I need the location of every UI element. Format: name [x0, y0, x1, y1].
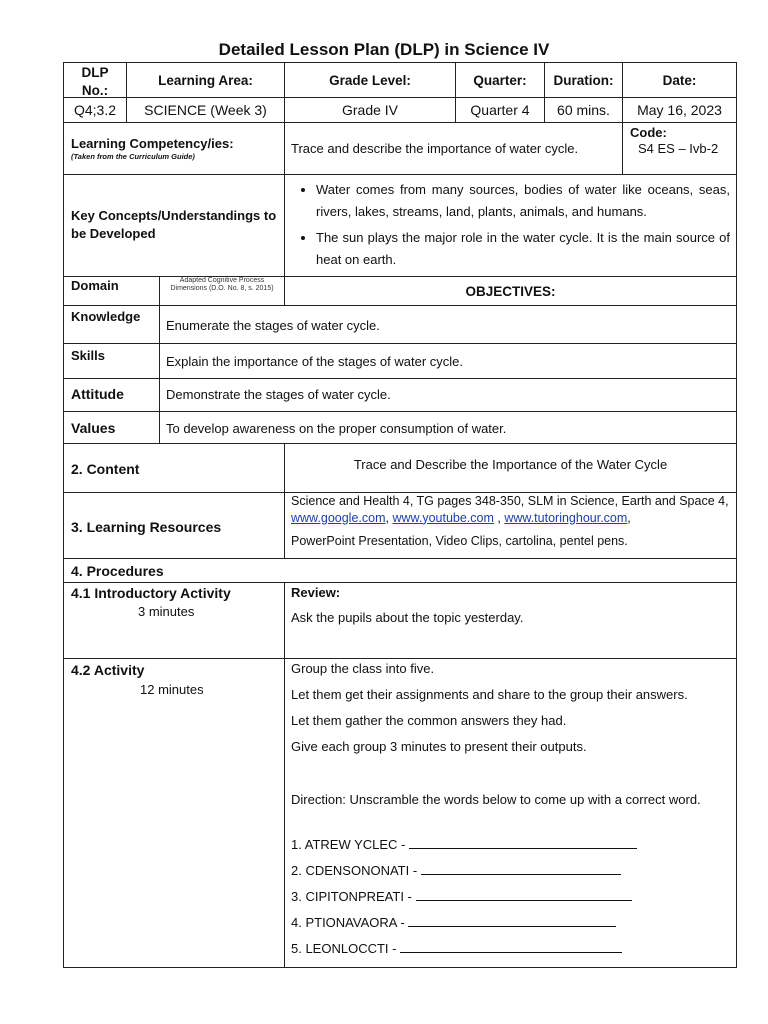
unscramble-word: 4. PTIONAVAORA -	[291, 915, 405, 930]
quarter-label: Quarter:	[473, 73, 527, 88]
review-text: Ask the pupils about the topic yesterday.	[291, 610, 524, 625]
resources-line-1: Science and Health 4, TG pages 348-350, SLM in Science, Earth and Space 4,	[291, 494, 729, 508]
unscramble-item	[291, 940, 731, 966]
unscramble-item	[291, 836, 731, 862]
competency-note: (Taken from the Curriculum Guide)	[71, 152, 195, 161]
duration-value: 60 mins.	[557, 102, 610, 118]
review-heading: Review:	[291, 585, 341, 600]
date-value: May 16, 2023	[637, 102, 722, 118]
unscramble-word: 3. CIPITONPREATI -	[291, 889, 412, 904]
activity-steps	[291, 660, 731, 764]
google-link[interactable]: www.google.com	[291, 510, 386, 525]
unscramble-item	[291, 914, 731, 940]
objectives-heading: OBJECTIVES:	[465, 284, 556, 299]
code-value: S4 ES – Ivb-2	[638, 141, 719, 156]
unscramble-list	[291, 836, 731, 966]
unscramble-item	[291, 862, 731, 888]
answer-blank[interactable]	[421, 864, 621, 875]
activity-step: Let them gather the common answers they had.	[291, 713, 567, 728]
values-label: Values	[71, 420, 116, 436]
unscramble-item	[291, 888, 731, 914]
values-text: To develop awareness on the proper consumption of water.	[166, 421, 507, 436]
attitude-text: Demonstrate the stages of water cycle.	[166, 387, 391, 402]
skills-text: Explain the importance of the stages of water cycle.	[166, 354, 463, 369]
competency-text: Trace and describe the importance of water cycle.	[291, 141, 579, 156]
page-title: Detailed Lesson Plan (DLP) in Science IV	[218, 40, 550, 59]
key-concept-item: • Water comes from many sources, bodies of water like oceans, seas, rivers, lakes, streams, land, plants, animals, and humans.	[316, 179, 730, 223]
competency-label: Learning Competency/ies:	[71, 136, 234, 151]
knowledge-label: Knowledge	[71, 309, 141, 324]
key-concepts-label: Key Concepts/Understandings to be Developed	[71, 208, 277, 241]
youtube-link[interactable]: www.youtube.com	[392, 510, 494, 525]
unscramble-word: 2. CDENSONONATI -	[291, 863, 418, 878]
date-label: Date:	[662, 73, 697, 88]
learning-area-value: SCIENCE (Week 3)	[144, 102, 267, 118]
domain-label: Domain	[71, 278, 119, 293]
key-concept-item: • The sun plays the major role in the water cycle. It is the main source of heat on earth.	[316, 227, 730, 271]
unscramble-word: 1. ATREW YCLEC -	[291, 837, 406, 852]
quarter-value: Quarter 4	[470, 102, 530, 118]
activity-step: Give each group 3 minutes to present their outputs.	[291, 739, 587, 754]
content-text: Trace and Describe the Importance of the Water Cycle	[353, 457, 668, 472]
learning-area-label: Learning Area:	[158, 73, 253, 88]
answer-blank[interactable]	[400, 942, 622, 953]
content-label: 2. Content	[71, 461, 140, 477]
answer-blank[interactable]	[408, 916, 616, 927]
intro-activity-time: 3 minutes	[138, 604, 195, 619]
duration-label: Duration:	[553, 73, 614, 88]
activity-time: 12 minutes	[140, 682, 204, 697]
cognitive-dimensions-note: Adapted Cognitive Process Dimensions (D.O. No. 8, s. 2015)	[170, 277, 274, 293]
knowledge-text: Enumerate the stages of water cycle.	[166, 318, 380, 333]
key-concepts-list	[290, 179, 730, 275]
resources-text	[291, 493, 731, 550]
resources-label: 3. Learning Resources	[71, 519, 222, 535]
dlp-no-label: DLP No.:	[81, 65, 109, 99]
activity-step: Group the class into five.	[291, 661, 435, 676]
tutoringhour-link[interactable]: www.tutoringhour.com	[504, 510, 628, 525]
procedures-label: 4. Procedures	[71, 563, 164, 579]
intro-activity-label: 4.1 Introductory Activity	[71, 585, 231, 601]
attitude-label: Attitude	[71, 386, 124, 402]
skills-label: Skills	[71, 348, 105, 363]
grade-level-label: Grade Level:	[329, 73, 411, 88]
answer-blank[interactable]	[416, 890, 632, 901]
answer-blank[interactable]	[409, 838, 637, 849]
resources-links: www.google.com, www.youtube.com , www.tutoringhour.com,	[291, 510, 631, 525]
activity-label: 4.2 Activity	[71, 662, 145, 678]
unscramble-direction: Direction: Unscramble the words below to come up with a correct word.	[291, 792, 701, 807]
code-label: Code:	[630, 125, 667, 140]
activity-step: Let them get their assignments and share to the group their answers.	[291, 687, 688, 702]
grade-level-value: Grade IV	[341, 102, 399, 118]
resources-line-3: PowerPoint Presentation, Video Clips, cartolina, pentel pens.	[291, 534, 628, 548]
unscramble-word: 5. LEONLOCCTI -	[291, 941, 397, 956]
dlp-no-value: Q4;3.2	[73, 102, 117, 118]
